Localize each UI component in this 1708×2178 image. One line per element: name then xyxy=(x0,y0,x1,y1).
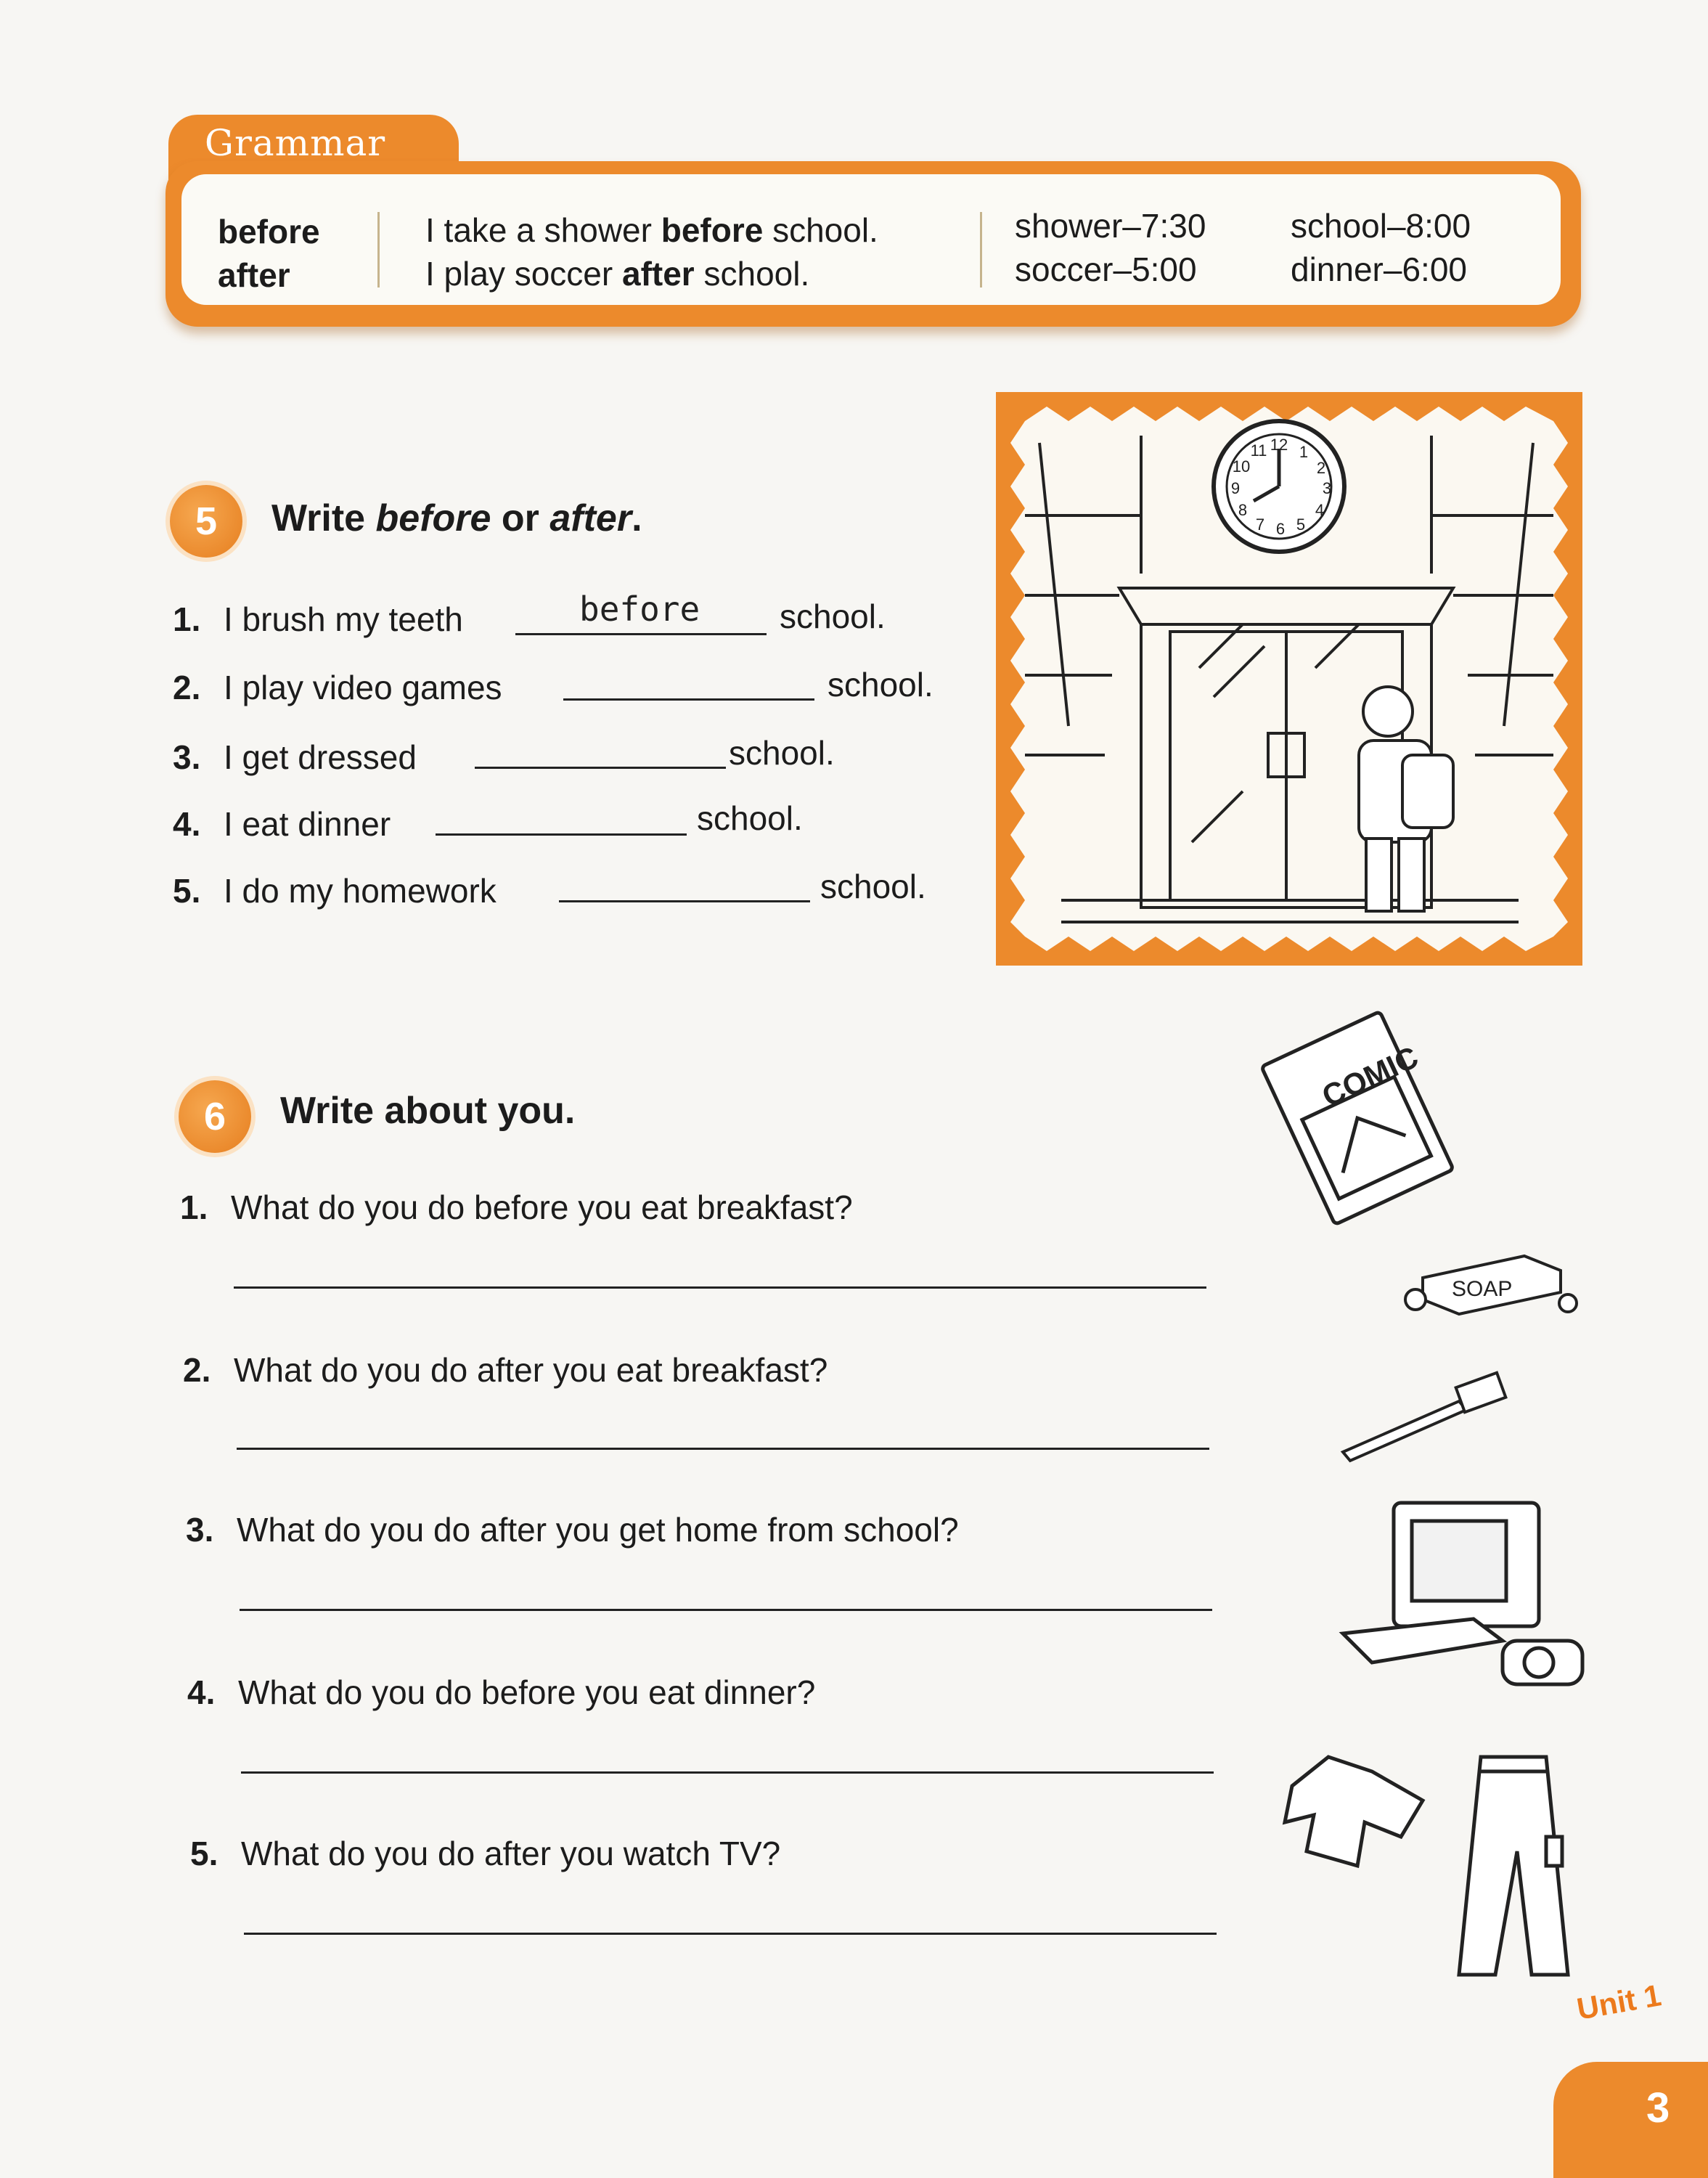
grammar-word-before: before xyxy=(218,213,320,250)
grammar-time-school: school–8:00 xyxy=(1291,207,1471,245)
clock-3: 3 xyxy=(1322,479,1332,497)
exercise-5-item-5-end: school. xyxy=(820,868,926,905)
grammar-time-soccer: soccer–5:00 xyxy=(1015,250,1197,288)
clock-5: 5 xyxy=(1296,515,1306,534)
exercise-5-item-2: 2. I play video games xyxy=(173,669,502,706)
exercise-6-answer-line-3[interactable] xyxy=(240,1609,1212,1611)
exercise-5-item-1-end: school. xyxy=(780,597,886,635)
toothbrush-icon xyxy=(1336,1365,1510,1467)
school-door-illustration xyxy=(996,392,1582,966)
clock-9: 9 xyxy=(1230,479,1241,497)
comic-label: COMIC xyxy=(1317,1039,1423,1114)
page-number: 3 xyxy=(1646,2084,1670,2132)
grammar-sentence-1: I take a shower before school. xyxy=(425,211,878,249)
soap-label: SOAP xyxy=(1452,1277,1513,1301)
clock-12: 12 xyxy=(1270,436,1288,454)
unit-label: Unit 1 xyxy=(1574,1978,1664,2026)
exercise-5-blank-4[interactable] xyxy=(436,833,687,836)
exercise-5-badge: 5 xyxy=(170,485,242,558)
exercise-5-blank-5[interactable] xyxy=(559,900,810,902)
exercise-6-answer-line-4[interactable] xyxy=(241,1771,1214,1774)
exercise-5-blank-2[interactable] xyxy=(563,698,814,701)
exercise-5-item-1: 1. I brush my teeth xyxy=(173,600,463,638)
grammar-word-after: after xyxy=(218,256,290,294)
exercise-5-item-3-end: school. xyxy=(729,734,835,772)
grammar-divider-2 xyxy=(980,212,982,287)
clock-11: 11 xyxy=(1250,441,1267,460)
exercise-6-question-5: 5. What do you do after you watch TV? xyxy=(190,1835,781,1872)
exercise-6-answer-line-2[interactable] xyxy=(237,1448,1209,1450)
grammar-sentence-2: I play soccer after school. xyxy=(425,255,810,293)
exercise-5-answer-1: before xyxy=(579,590,700,629)
computer-icon xyxy=(1328,1496,1604,1699)
exercise-6-badge: 6 xyxy=(179,1080,251,1153)
clock-6: 6 xyxy=(1275,520,1286,538)
exercise-5-item-4-end: school. xyxy=(697,799,803,837)
exercise-5-item-3: 3. I get dressed xyxy=(173,738,417,776)
soap-icon xyxy=(1394,1234,1590,1321)
exercise-5-blank-3[interactable] xyxy=(475,767,726,769)
clock-1: 1 xyxy=(1299,443,1309,461)
exercise-6-question-2: 2. What do you do after you eat breakfast? xyxy=(183,1351,828,1389)
exercise-5-blank-1[interactable] xyxy=(515,633,767,635)
grammar-time-dinner: dinner–6:00 xyxy=(1291,250,1467,288)
clothes-icon xyxy=(1278,1742,1597,1989)
exercise-5-item-2-end: school. xyxy=(828,666,933,703)
grammar-divider-1 xyxy=(377,212,380,287)
grammar-title: Grammar xyxy=(205,122,386,164)
exercise-6-answer-line-5[interactable] xyxy=(244,1933,1217,1935)
exercise-6-question-1: 1. What do you do before you eat breakfast? xyxy=(180,1188,853,1226)
exercise-6-question-4: 4. What do you do before you eat dinner? xyxy=(187,1673,816,1711)
grammar-time-shower: shower–7:30 xyxy=(1015,207,1206,245)
exercise-6-answer-line-1[interactable] xyxy=(234,1286,1206,1289)
clock-2: 2 xyxy=(1316,459,1326,477)
exercise-5-item-5: 5. I do my homework xyxy=(173,872,497,910)
clock-8: 8 xyxy=(1238,501,1248,519)
exercise-5-item-4: 4. I eat dinner xyxy=(173,805,391,843)
exercise-5-title: Write before or after. xyxy=(271,497,642,539)
exercise-6-question-3: 3. What do you do after you get home from school? xyxy=(186,1511,959,1549)
page-tab xyxy=(1553,2062,1708,2178)
clock-4: 4 xyxy=(1315,501,1325,519)
comic-book-icon xyxy=(1249,1002,1466,1234)
clock-10: 10 xyxy=(1232,457,1251,476)
clock-7: 7 xyxy=(1255,515,1265,534)
exercise-6-title: Write about you. xyxy=(280,1090,576,1132)
